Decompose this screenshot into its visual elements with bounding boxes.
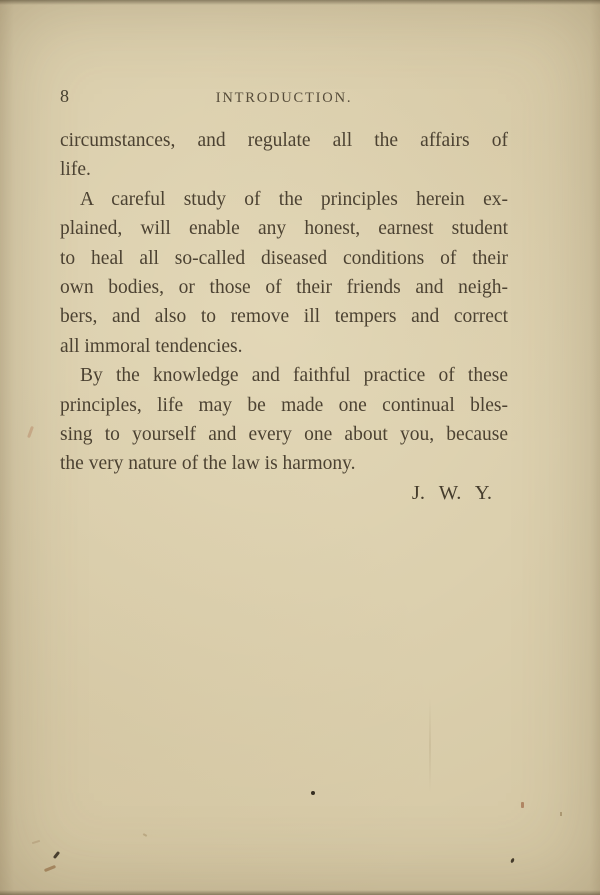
ink-speck: [53, 851, 60, 859]
text-line: bers, and also to remove ill tempers and correct: [60, 306, 508, 328]
running-header: INTRODUCTION.: [215, 90, 353, 106]
author-signature: J. W. Y.: [411, 481, 492, 504]
ink-speck: [311, 791, 315, 795]
text-line: own bodies, or those of their friends and neigh-: [60, 277, 508, 299]
text-line: all immoral tendencies.: [60, 335, 243, 357]
text-line: the very nature of the law is harmony.: [60, 453, 356, 475]
ink-speck: [521, 802, 524, 808]
text-line: plained, will enable any honest, earnest student: [60, 218, 508, 240]
text-line: principles, life may be made one continual bles-: [60, 394, 508, 416]
ink-speck: [143, 833, 147, 837]
body-text: [60, 126, 508, 508]
text-line: circumstances, and regulate all the affairs of: [60, 130, 508, 151]
margin-pencil-mark: [27, 426, 34, 438]
ink-speck: [560, 812, 562, 816]
text-line: to heal all so-called diseased conditions of their: [60, 247, 508, 269]
text-line: life.: [60, 159, 91, 181]
paper-crease: [429, 698, 431, 793]
text-line: By the knowledge and faithful practice of these: [80, 365, 508, 387]
text-line: sing to yourself and every one about you, because: [60, 424, 508, 446]
ink-speck: [44, 865, 56, 872]
text-line: A careful study of the principles herein ex-: [80, 188, 508, 210]
ink-speck: [510, 858, 515, 864]
page-number: 8: [60, 86, 69, 106]
ink-speck: [32, 840, 40, 844]
